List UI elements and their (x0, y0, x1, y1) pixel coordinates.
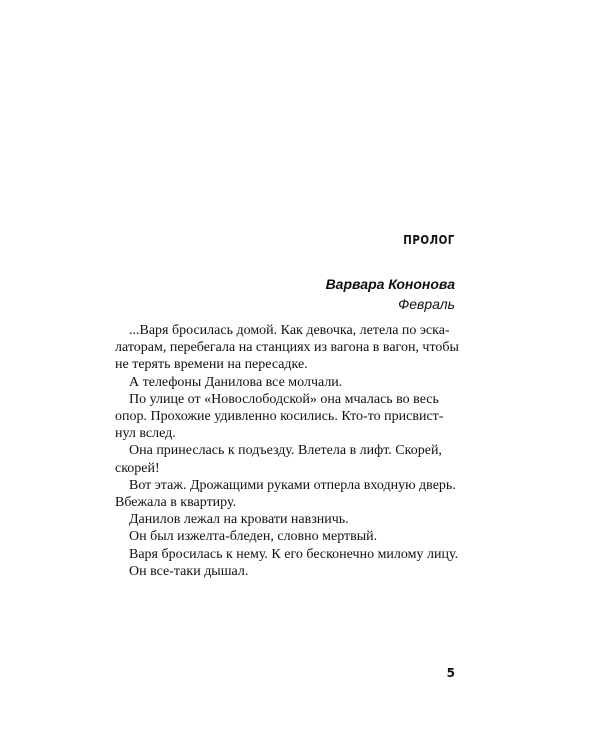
text-line: скорей! (115, 460, 160, 476)
text-line: опор. Прохожие удивленно косились. Кто-то присвист- (115, 409, 444, 425)
text-line: Вот этаж. Дрожащими руками отперла входную дверь. (129, 477, 456, 493)
text-line: А телефоны Данилова все молчали. (129, 374, 343, 390)
chapter-author: Варвара Кононова (325, 276, 455, 292)
text-line: Варя бросилась к нему. К его бесконечно милому лицу. (129, 546, 459, 562)
text-line: Вбежала в квартиру. (115, 495, 237, 511)
text-line: Он все-таки дышал. (129, 563, 249, 579)
chapter-title: ПРОЛОГ (403, 232, 455, 247)
text-line: Она принеслась к подъезду. Влетела в лифт. Скорей, (129, 443, 442, 459)
text-line: Данилов лежал на кровати навзничь. (129, 512, 349, 528)
text-line: По улице от «Новослободской» она мчалась во весь (129, 391, 439, 407)
text-line: не терять времени на пересадке. (115, 357, 308, 373)
text-line: нул вслед. (115, 426, 176, 442)
chapter-month: Февраль (398, 296, 455, 312)
page-number: 5 (446, 666, 455, 680)
text-line: латорам, перебегала на станциях из вагона в вагон, чтобы (115, 340, 459, 356)
body-text (115, 322, 459, 580)
text-line: Он был изжелта-бледен, словно мертвый. (129, 529, 378, 545)
text-line: ...Варя бросилась домой. Как девочка, летела по эска- (129, 323, 450, 338)
